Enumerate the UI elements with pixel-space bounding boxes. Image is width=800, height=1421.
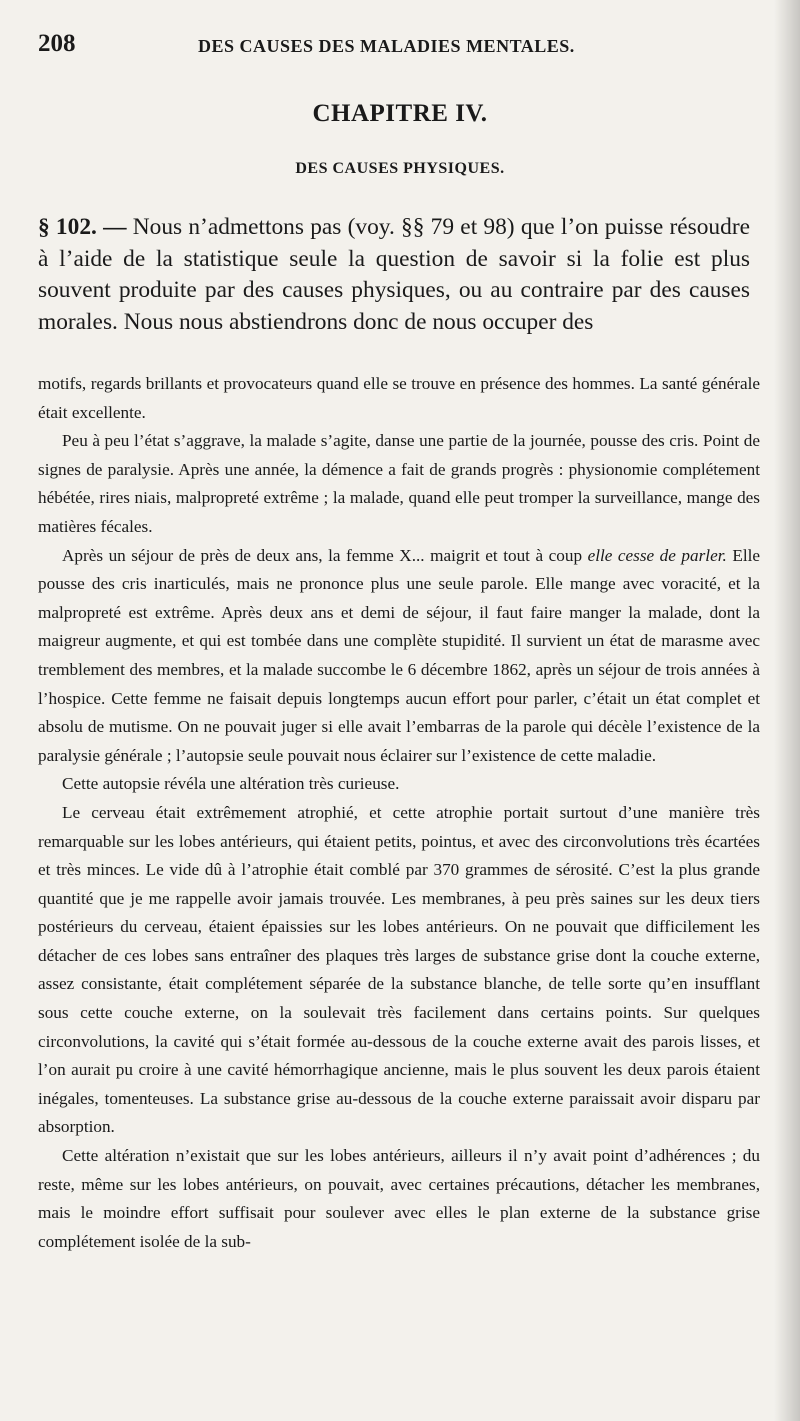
page-number: 208 [38, 30, 76, 57]
text-paragraph-2: Peu à peu l’état s’aggrave, la malade s’agite, danse une partie de la journée, pousse des cris. Point de signes de paralysie. Après une année, la démence a fait de grands progrès : physionomie complétement hébétée, rires niais, malpropreté extrême ; la malade, quand elle peut tromper la surveillance, mange des matières fécales. [38, 431, 760, 536]
page-header [38, 30, 758, 62]
paragraph-number: § 102. — [38, 214, 127, 240]
text-paragraph-4: Cette autopsie révéla une altération très curieuse. [62, 774, 400, 794]
main-paragraph-text: Nous n’admettons pas (voy. §§ 79 et 98) que l’on puisse résoudre à l’aide de la statistique seule la question de savoir si la folie est plus souvent produite par des causes physiques, ou au contraire par des causes morales. Nous nous abstiendrons donc de nous occuper des [38, 214, 750, 335]
chapter-heading: CHAPITRE IV. [312, 100, 488, 127]
running-head: DES CAUSES DES MALADIES MENTALES. [198, 36, 575, 56]
main-paragraph [38, 212, 750, 338]
text-paragraph-3-end: Elle pousse des cris inarticulés, mais ne prononce plus une seule parole. Elle mange avec voracité, et la malpropreté est extrême. Après deux ans et demi de séjour, il faut faire manger la malade, dont la maigreur augmente, et qui est tombée dans une complète stupidité. Il survient un état de marasme avec tremblement des membres, et la malade succombe le 6 décembre 1862, après un séjour de trois années à l’hospice. Cette femme ne faisait depuis longtemps aucun effort pour parler, c’était un état complet et absolu de mutisme. On ne pouvait juger si elle avait l’embarras de la parole qui décèle l’existence de la paralysie générale ; l’autopsie seule pouvait nous éclairer sur l’existence de cette maladie. [38, 545, 760, 765]
text-paragraph-1: motifs, regards brillants et provocateurs quand elle se trouve en présence des hommes. La santé générale était excellente. [38, 374, 760, 422]
text-paragraph-6: Cette altération n’existait que sur les lobes antérieurs, ailleurs il n’y avait point d’adhérences ; du reste, même sur les lobes antérieurs, on pouvait, avec certaines précautions, détacher les membranes, mais le moindre effort suffisait pour soulever avec elles le plan externe de la substance grise complétement isolée de la sub- [38, 1146, 760, 1251]
text-paragraph-3 [38, 542, 760, 771]
text-paragraph-3-start: Après un séjour de près de deux ans, la femme X... maigrit et tout à coup [62, 545, 588, 565]
text-paragraph-3-italic: elle cesse de parler. [587, 545, 727, 565]
section-title: DES CAUSES PHYSIQUES. [295, 160, 505, 177]
page-edge-shadow [774, 0, 800, 1421]
text-paragraph-5: Le cerveau était extrêmement atrophié, et cette atrophie portait surtout d’une manière très remarquable sur les lobes antérieurs, qui étaient petits, pointus, et avec des circonvolutions très écartées et très minces. Le vide dû à l’atrophie était comblé par 370 grammes de sérosité. C’est la plus grande quantité que je me rappelle avoir jamais trouvée. Les membranes, à peu près saines sur les deux tiers postérieurs du cerveau, étaient épaissies sur les lobes antérieurs. On ne pouvait que difficilement les détacher de ces lobes sans entraîner des plaques très larges de substance grise dont la couche externe, assez consistante, était complétement séparée de la substance blanche, de telle sorte qu’en insufflant sous cette couche externe, on la soulevait très facilement dans certains points. Sur quelques circonvolutions, la cavité qui s’était formée au-dessous de la couche externe avait des parois lisses, et l’on aurait pu croire à une cavité hémorrhagique ancienne, mais le plus souvent les deux parois étaient inégales, tomenteuses. La substance grise au-dessous de la couche externe paraissait avoir disparu par absorption. [38, 802, 760, 1137]
case-text [38, 370, 760, 1256]
